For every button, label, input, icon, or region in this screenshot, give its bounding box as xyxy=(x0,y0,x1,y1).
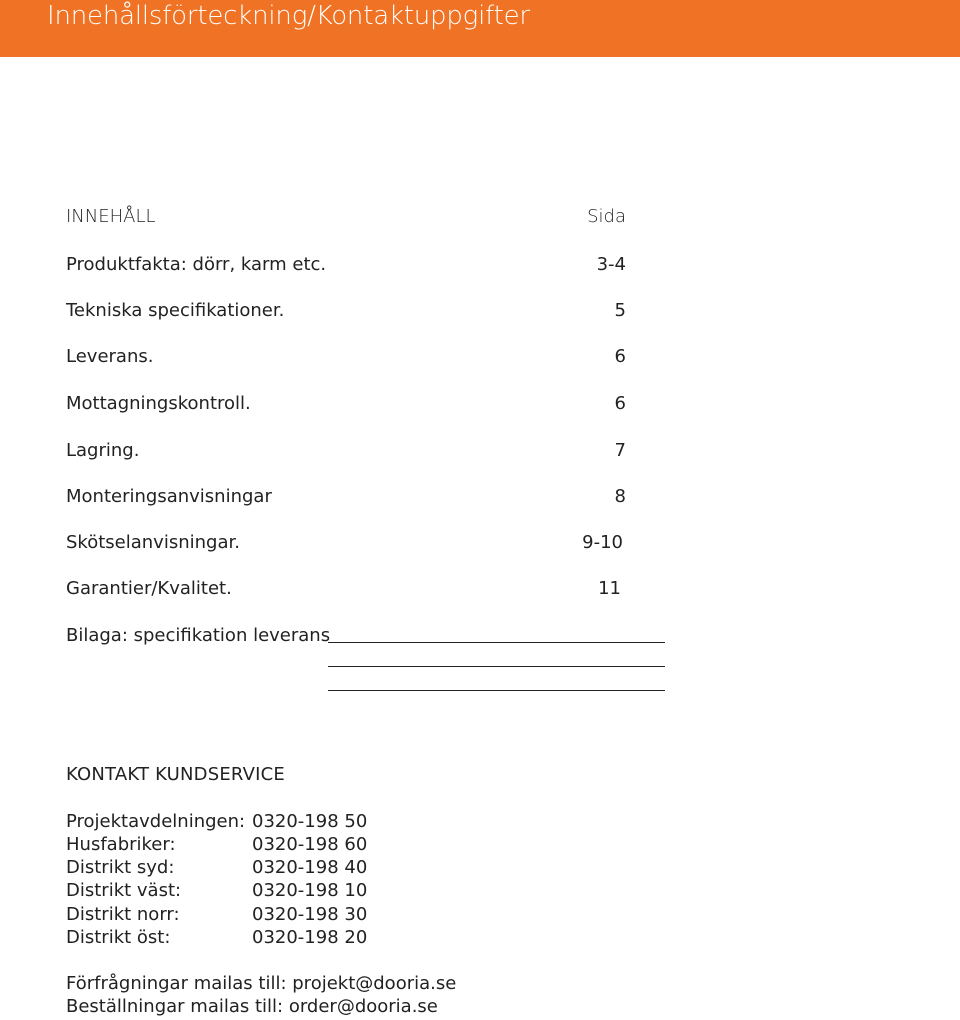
fill-line xyxy=(328,690,665,691)
contact-label: Projektavdelningen: xyxy=(66,811,246,832)
toc-item xyxy=(66,531,626,555)
contact-phone: 0320-198 10 xyxy=(252,880,368,901)
toc-item-page: 8 xyxy=(614,486,626,507)
toc-item xyxy=(66,299,626,323)
toc-page-heading: Sida xyxy=(587,206,626,227)
contact-phone: 0320-198 40 xyxy=(252,857,368,878)
toc-item-label: Leverans. xyxy=(66,346,154,367)
mail-orders: Beställningar mailas till: order@dooria.se xyxy=(66,996,438,1017)
fill-line xyxy=(328,666,665,667)
header-bar xyxy=(0,0,960,57)
toc-item-page: 6 xyxy=(614,346,626,367)
toc-item-page: 6 xyxy=(614,393,626,414)
toc-item-label: Produktfakta: dörr, karm etc. xyxy=(66,254,327,275)
toc-item-label: Skötselanvisningar. xyxy=(66,532,240,553)
toc-heading-row xyxy=(66,205,626,229)
toc-item-page: 9-10 xyxy=(582,532,623,553)
toc-item-label: Tekniska specifikationer. xyxy=(66,300,285,321)
toc-item-label: Mottagningskontroll. xyxy=(66,393,251,414)
toc-item xyxy=(66,485,626,509)
contact-label: Husfabriker: xyxy=(66,834,176,855)
toc-item-page: 11 xyxy=(598,578,621,599)
toc-item xyxy=(66,253,626,277)
toc-item-page: 5 xyxy=(614,300,626,321)
toc-item xyxy=(66,392,626,416)
contact-label: Distrikt norr: xyxy=(66,904,180,925)
toc-item-page: 7 xyxy=(614,440,626,461)
contact-phone: 0320-198 30 xyxy=(252,904,368,925)
contact-label: Distrikt syd: xyxy=(66,857,175,878)
contact-heading: KONTAKT KUNDSERVICE xyxy=(66,764,285,785)
contact-phone: 0320-198 50 xyxy=(252,811,368,832)
toc-item-label: Monteringsanvisningar xyxy=(66,486,272,507)
mail-inquiries: Förfrågningar mailas till: projekt@dooria.se xyxy=(66,973,457,994)
toc-item-label: Garantier/Kvalitet. xyxy=(66,578,232,599)
contact-label: Distrikt öst: xyxy=(66,927,171,948)
toc-item xyxy=(66,345,626,369)
contact-phone: 0320-198 60 xyxy=(252,834,368,855)
toc-item xyxy=(66,577,626,601)
page-title: Innehållsförteckning/Kontaktuppgifter xyxy=(47,1,530,31)
bilaga-label: Bilaga: specifikation leverans xyxy=(66,625,331,646)
toc-item-page: 3-4 xyxy=(596,254,626,275)
fill-line xyxy=(328,642,665,643)
contact-label: Distrikt väst: xyxy=(66,880,182,901)
toc-item-label: Lagring. xyxy=(66,440,140,461)
contact-phone: 0320-198 20 xyxy=(252,927,368,948)
toc-item xyxy=(66,439,626,463)
toc-heading: INNEHÅLL xyxy=(66,206,156,227)
